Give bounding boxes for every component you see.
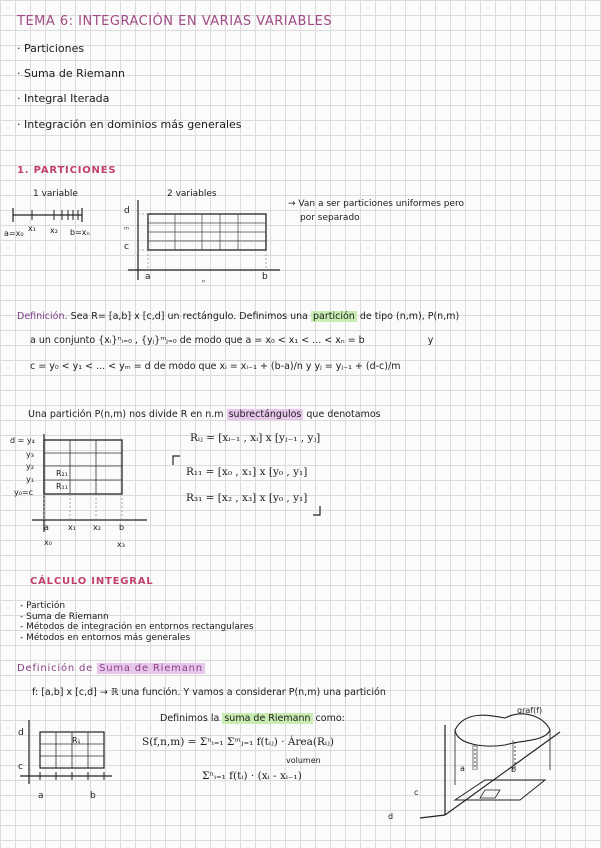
topic-item: · Integración en dominios más generales [17,118,242,131]
tick-label: x₁ [28,224,36,233]
definition-text: como: [315,713,345,724]
riemann-axis-d: d [18,728,24,738]
graph-axis-a: a [460,764,465,773]
definition-riemann-line1: f: [a,b] x [c,d] → ℝ una función. Y vamos a considerar P(n,m) una partición [32,687,386,698]
one-variable-label: 1 variable [33,189,78,199]
grid-label-x1: x₁ [68,523,76,532]
graph-axis-d: d [388,812,394,821]
graph-3d-diagram [395,700,595,830]
definition-particion-line2 [30,335,433,346]
topic-label: Particiones [24,42,85,55]
grid-label-b: b [119,523,125,532]
axis-label-d: d [124,206,130,216]
axis-label-b: b [262,272,268,282]
definition-particion-line1 [17,311,459,322]
definition-particion-line3 [30,361,400,372]
riemann-axis-a: a [38,791,44,801]
section-heading-particiones: 1. PARTICIONES [17,165,117,176]
riemann-axis-c: c [18,762,23,772]
definition-riemann-define [160,713,345,724]
topic-label: Integración en dominios más generales [24,118,242,131]
calculo-list [20,601,254,643]
subrect-text: Una partición P(n,m) nos divide R en n.m [28,409,224,420]
cell-r11-label: R₁₁ [56,482,68,491]
definition-text: Sea R= [a,b] x [c,d] un rectángulo. Definimos una [70,311,308,322]
riemann-formula: S(f,n,m) = Σⁿᵢ₌₁ Σᵐⱼ₌₁ f(tᵢⱼ) · Área(Rᵢⱼ) [142,736,334,748]
definition-text: Definimos la [160,713,220,724]
example-bracket-bottom [312,505,322,517]
highlight-riemann-heading: Suma de Riemann [99,663,203,674]
definition-label: Definición de [17,663,94,674]
grid-label-x3: x₃ [117,540,125,549]
graph-axis-b: b [511,765,517,774]
calculo-item: - Partición [20,601,66,611]
partition-note [288,197,464,225]
topic-label: Suma de Riemann [24,67,126,80]
axis-label-c: c [124,242,129,252]
definition-text: a un conjunto {xᵢ}ⁿᵢ₌₀ , {yⱼ}ᵐⱼ₌₀ de modo que a = x₀ < x₁ < ... < xₙ = b [30,335,365,346]
axis-label-n: ⁿ [202,278,206,287]
calculo-item: - Suma de Riemann [20,611,109,622]
highlight-particion: partición [313,311,355,322]
graph-axis-c: c [414,788,419,797]
topic-item: · Particiones [17,42,85,55]
example-bracket-top [172,455,182,467]
topic-item: · Integral Iterada [17,92,110,105]
axis-label-m: ᵐ [124,225,129,234]
grid-label-y0: y₀=c [14,488,34,497]
topic-label: Integral Iterada [24,92,110,105]
subrect-grid-diagram [12,432,152,542]
definition-text: de tipo (n,m), P(n,m) [359,311,460,322]
grid-label-d: d = y₄ [10,436,35,445]
highlight-subrectangulos: subrectángulos [228,409,302,420]
riemann-grid-diagram [15,720,115,800]
example-r11: R₁₁ = [x₀ , x₁] x [y₀ , y₁] [186,466,308,478]
two-variables-label: 2 variables [167,189,217,199]
subrect-formula: Rᵢⱼ = [xᵢ₋₁ , xᵢ] x [yⱼ₋₁ , yⱼ] [190,432,321,444]
subrect-text: que denotamos [306,409,381,420]
grid-label-a: a [44,523,49,532]
topic-item: · Suma de Riemann [17,67,126,80]
volumen-label: volumen [286,756,321,765]
definition-riemann-heading [17,663,205,674]
grid-label-y2: y₂ [26,462,34,471]
riemann-cell-label: Rᵢⱼ [72,736,81,745]
calculo-item: - Métodos de integración en entornos rectangulares [20,622,254,632]
definition-text: c = y₀ < y₁ < ... < yₘ = d de modo que xᵢ = xᵢ₋₁ + (b-a)/n y yⱼ = yⱼ₋₁ + (d-c)/m [30,361,401,372]
note-line: → Van a ser particiones uniformes pero [288,199,465,209]
one-variable-diagram [10,205,110,235]
grid-label-y1: y₁ [26,475,34,484]
grid-label-x0: x₀ [44,538,52,547]
graph-label: graf(f) [517,706,543,715]
section-heading-calculo: CÁLCULO INTEGRAL [30,576,154,587]
riemann-axis-b: b [90,791,96,801]
grid-label-y3: y₃ [26,450,34,459]
definition-text: y [427,335,434,346]
calculo-item: - Métodos en entornos más generales [20,632,191,643]
example-r31: R₃₁ = [x₂ , x₃] x [y₀ , y₁] [186,492,308,504]
subrect-intro [28,409,381,420]
cell-r21-label: R₂₁ [56,469,68,478]
grid-label-x2: x₂ [93,523,101,532]
tick-label: x₂ [50,226,58,235]
page-title: TEMA 6: INTEGRACIÓN EN VARIAS VARIABLES [17,14,333,29]
riemann-formula-1d: Σⁿᵢ₌₁ f(tᵢ) · (xᵢ - xᵢ₋₁) [202,770,302,782]
highlight-suma-riemann: suma de Riemann [224,713,311,724]
definition-label: Definición. [17,311,68,322]
axis-label-a: a [145,272,151,282]
tick-label: a=x₀ [4,229,24,238]
note-line: por separado [300,213,360,223]
tick-label: b=xₙ [70,228,90,237]
